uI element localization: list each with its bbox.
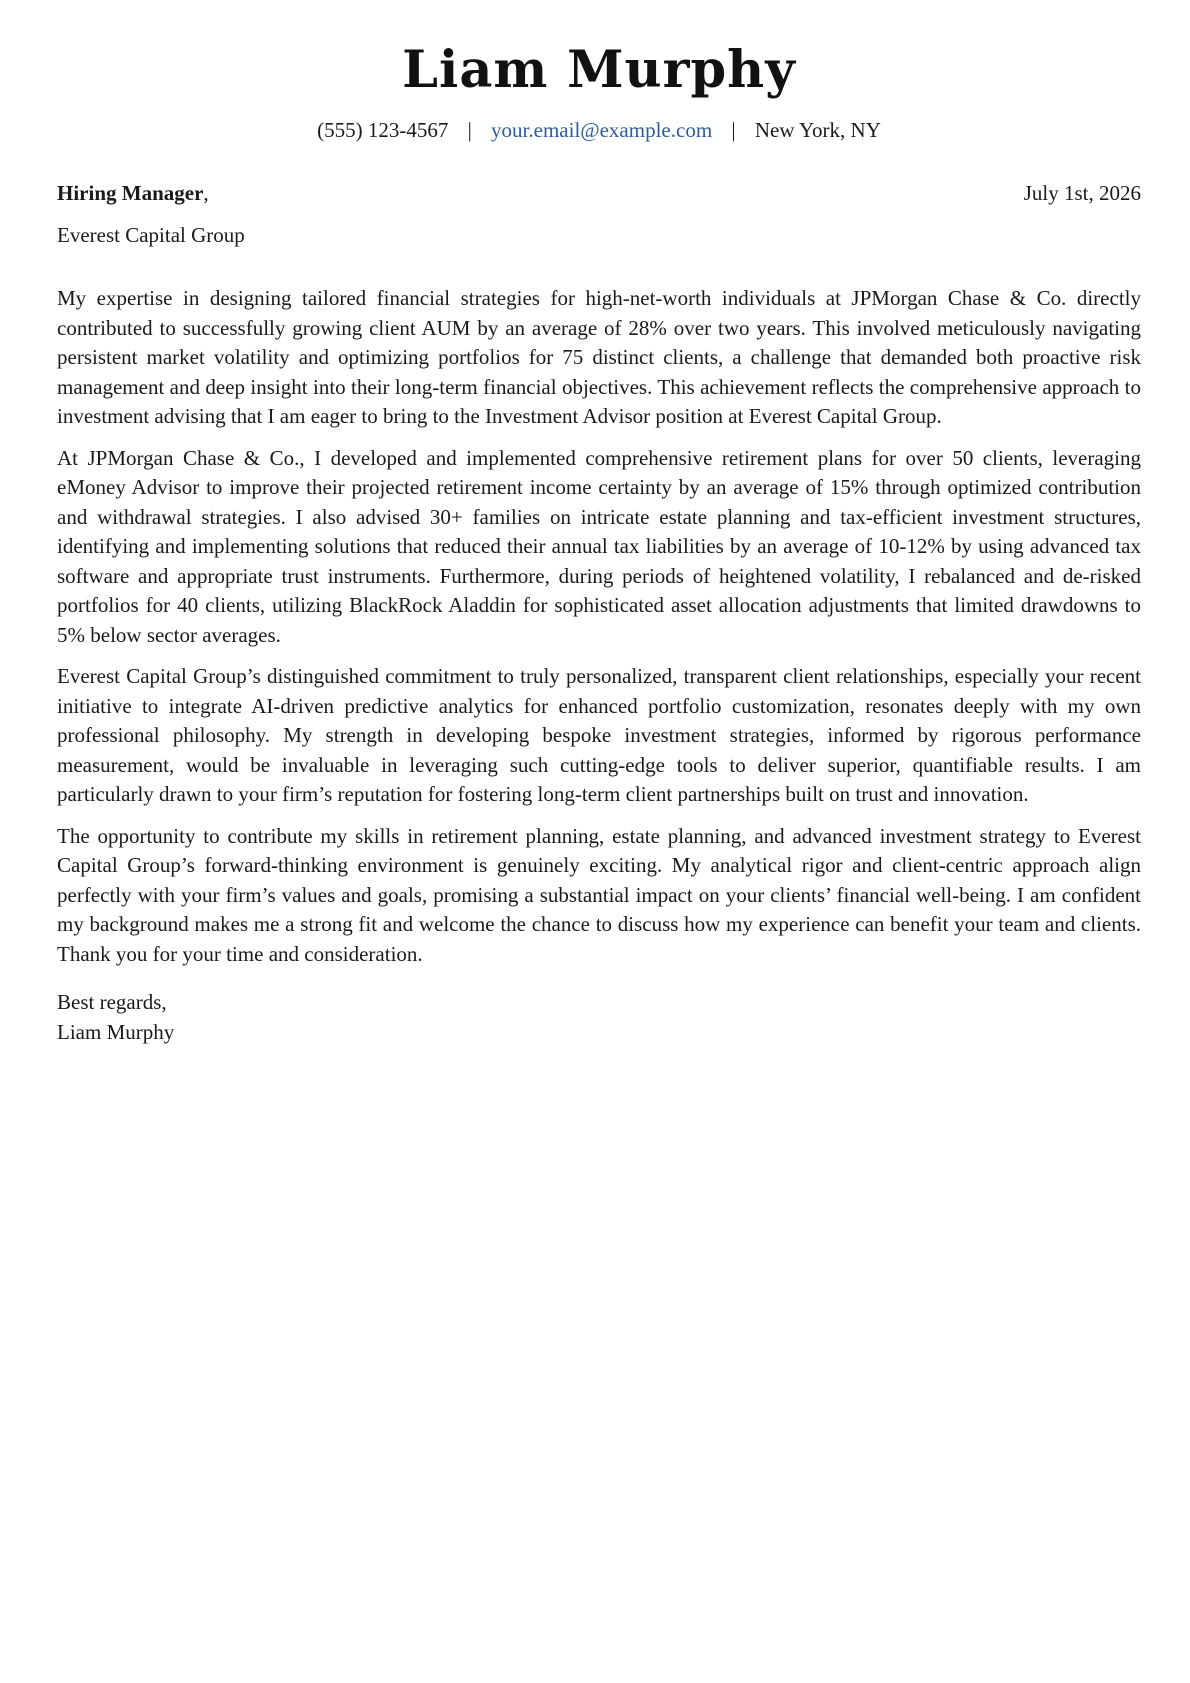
salutation-comma: , (203, 181, 209, 205)
contact-separator: | (467, 118, 472, 142)
body-paragraph: The opportunity to contribute my skills in retirement planning, estate planning, and advanced investment strategy to Everest Capital Group’s forward-thinking environment is genuinely exciting. My analytical rigor and client-centric approach align perfectly with your firm’s values and goals, promising a substantial impact on your clients’ financial well-being. I am confident my background makes me a strong fit and welcome the chance to discuss how my experience can benefit your team and clients. Thank you for your time and consideration. (57, 823, 1141, 966)
applicant-name: Liam Murphy (402, 40, 796, 100)
email-link[interactable]: your.email@example.com (491, 118, 713, 142)
recipient-salutation (57, 178, 209, 208)
signature-name: Liam Murphy (57, 1020, 175, 1044)
contact-separator: | (731, 118, 736, 142)
letter-closing (57, 987, 1141, 1047)
body-paragraph: My expertise in designing tailored financial strategies for high-net-worth individuals at JPMorgan Chase & Co. directly contributed to successfully growing client AUM by an average of 28% over two years. This involved meticulously navigating persistent market volatility and optimizing portfolios for 75 distinct clients, a challenge that demanded both proactive risk management and deep insight into their long-term financial objectives. This achievement reflects the comprehensive approach to investment advising that I am eager to bring to the Investment Advisor position at Everest Capital Group. (57, 286, 1141, 428)
recipient-row (57, 178, 1141, 208)
recipient-company: Everest Capital Group (57, 223, 245, 247)
recipient-title: Hiring Manager (57, 181, 204, 205)
location: New York, NY (754, 118, 881, 142)
phone-number: (555) 123-4567 (317, 118, 449, 142)
contact-line (57, 116, 1141, 144)
body-paragraph: Everest Capital Group’s distinguished commitment to truly personalized, transparent client relationships, especially your recent initiative to integrate AI-driven predictive analytics for enhanced portfolio customization, resonates deeply with my own professional philosophy. My strength in developing bespoke investment strategies, informed by rigorous performance measurement, would be invaluable in leveraging such cutting-edge tools to deliver superior, quantifiable results. I am particularly drawn to your firm’s reputation for fostering long-term client partnerships built on trust and innovation. (57, 664, 1141, 806)
body-paragraph: At JPMorgan Chase & Co., I developed and implemented comprehensive retirement plans for over 50 clients, leveraging eMoney Advisor to improve their projected retirement income certainty by an average of 15% through optimized contribution and withdrawal strategies. I also advised 30+ families on intricate estate planning and tax-efficient investment structures, identifying and implementing solutions that reduced their annual tax liabilities by an average of 10-12% by using advanced tax software and appropriate trust instruments. Furthermore, during periods of heightened volatility, I rebalanced and de-risked portfolios for 40 clients, utilizing BlackRock Aladdin for sophisticated asset allocation adjustments that limited drawdowns to 5% below sector averages. (57, 445, 1141, 647)
valediction: Best regards, (57, 990, 167, 1014)
letter-date: July 1st, 2026 (1023, 181, 1141, 205)
letter-body (57, 284, 1141, 1047)
